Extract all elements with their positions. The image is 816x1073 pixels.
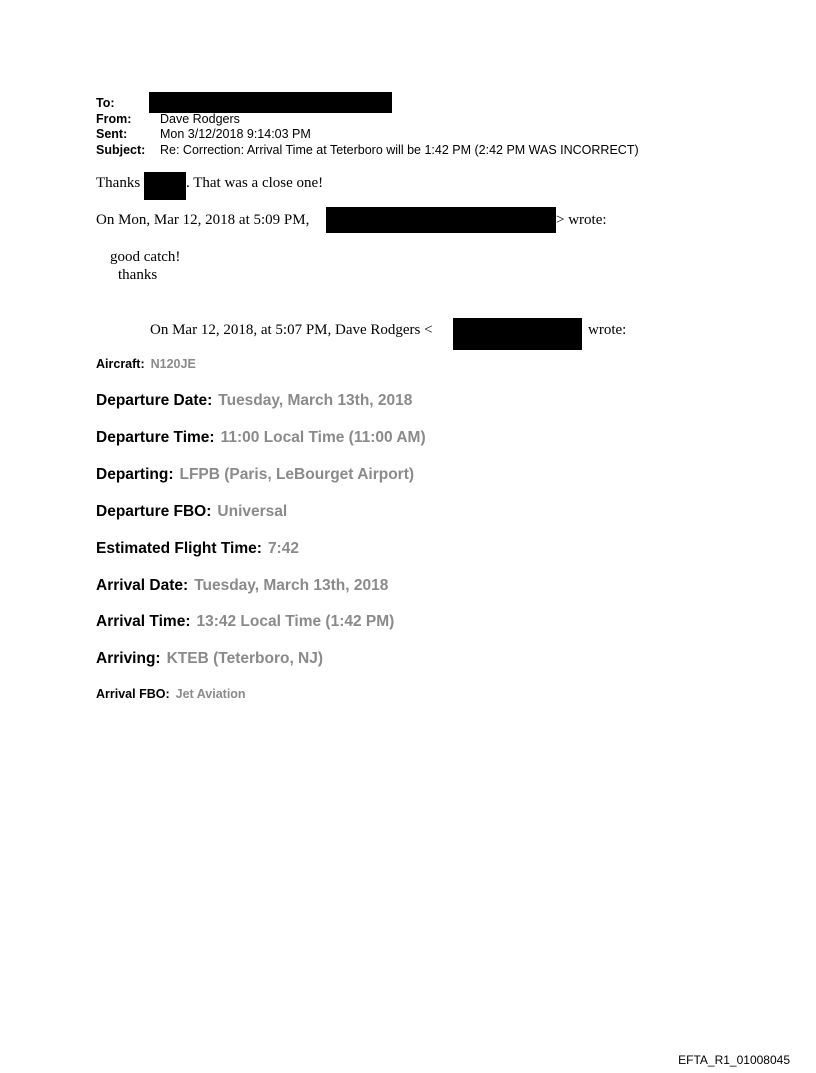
departing-label: Departing: (96, 466, 174, 483)
sent-label: Sent: (96, 127, 128, 141)
departure-date-field (96, 392, 412, 410)
reply-line-1 (110, 248, 180, 266)
sent-row (96, 127, 311, 141)
thanks-line (96, 174, 140, 192)
departure-date-label: Departure Date: (96, 392, 213, 409)
departure-date-value: Tuesday, March 13th, 2018 (218, 392, 413, 409)
quote2-line (150, 321, 433, 339)
quote2-suffix-line (588, 321, 626, 339)
departing-value: LFPB (Paris, LeBourget Airport) (179, 466, 415, 483)
from-row (96, 112, 240, 126)
arriving-label: Arriving: (96, 650, 161, 667)
departure-fbo-label: Departure FBO: (96, 503, 212, 520)
departing-field (96, 466, 414, 484)
arriving-value: KTEB (Teterboro, NJ) (166, 650, 324, 667)
subject-row (96, 143, 639, 157)
departure-time-value: 11:00 Local Time (11:00 AM) (220, 429, 426, 446)
quote1-line (96, 211, 309, 229)
redaction-name (144, 172, 186, 200)
thanks-suffix: . That was a close one! (186, 175, 324, 191)
aircraft-label: Aircraft: (96, 357, 145, 371)
departure-time-label: Departure Time: (96, 429, 215, 446)
aircraft-field (96, 357, 196, 371)
departure-fbo-field (96, 503, 287, 521)
document-id: EFTA_R1_01008045 (678, 1053, 790, 1067)
arrival-time-label: Arrival Time: (96, 613, 191, 630)
to-label: To: (96, 96, 115, 110)
thanks-suffix-line (186, 174, 323, 192)
quote1-suffix-line (556, 211, 607, 229)
sent-value: Mon 3/12/2018 9:14:03 PM (160, 127, 311, 141)
arrival-date-label: Arrival Date: (96, 577, 189, 594)
reply-line-2 (118, 266, 157, 284)
arrival-fbo-field (96, 687, 246, 701)
flight-time-field (96, 540, 299, 558)
arrival-fbo-value: Jet Aviation (175, 687, 246, 701)
from-label: From: (96, 112, 132, 126)
aircraft-value: N120JE (150, 357, 196, 371)
subject-label: Subject: (96, 143, 146, 157)
departure-fbo-value: Universal (217, 503, 288, 520)
arrival-time-value: 13:42 Local Time (1:42 PM) (196, 613, 395, 630)
arriving-field (96, 650, 323, 668)
thanks-prefix: Thanks (96, 175, 141, 191)
arrival-date-field (96, 577, 388, 595)
quote1-suffix: > wrote: (556, 212, 607, 228)
quote2-prefix: On Mar 12, 2018, at 5:07 PM, Dave Rodgers < (150, 322, 433, 338)
departure-time-field (96, 429, 426, 447)
flight-time-value: 7:42 (267, 540, 299, 557)
arrival-time-field (96, 613, 394, 631)
quote2-suffix: wrote: (588, 322, 627, 338)
arrival-date-value: Tuesday, March 13th, 2018 (194, 577, 389, 594)
from-value: Dave Rodgers (160, 112, 240, 126)
reply-text-2: thanks (118, 267, 158, 283)
arrival-fbo-label: Arrival FBO: (96, 687, 170, 701)
subject-value: Re: Correction: Arrival Time at Teterboro will be 1:42 PM (2:42 PM WAS INCORRECT) (160, 143, 639, 157)
redaction-dave-email (453, 318, 582, 350)
redaction-sender-email (326, 207, 556, 233)
flight-time-label: Estimated Flight Time: (96, 540, 262, 557)
redaction-to (149, 92, 392, 113)
reply-text-1: good catch! (110, 249, 181, 265)
quote1-prefix: On Mon, Mar 12, 2018 at 5:09 PM, (96, 212, 310, 228)
